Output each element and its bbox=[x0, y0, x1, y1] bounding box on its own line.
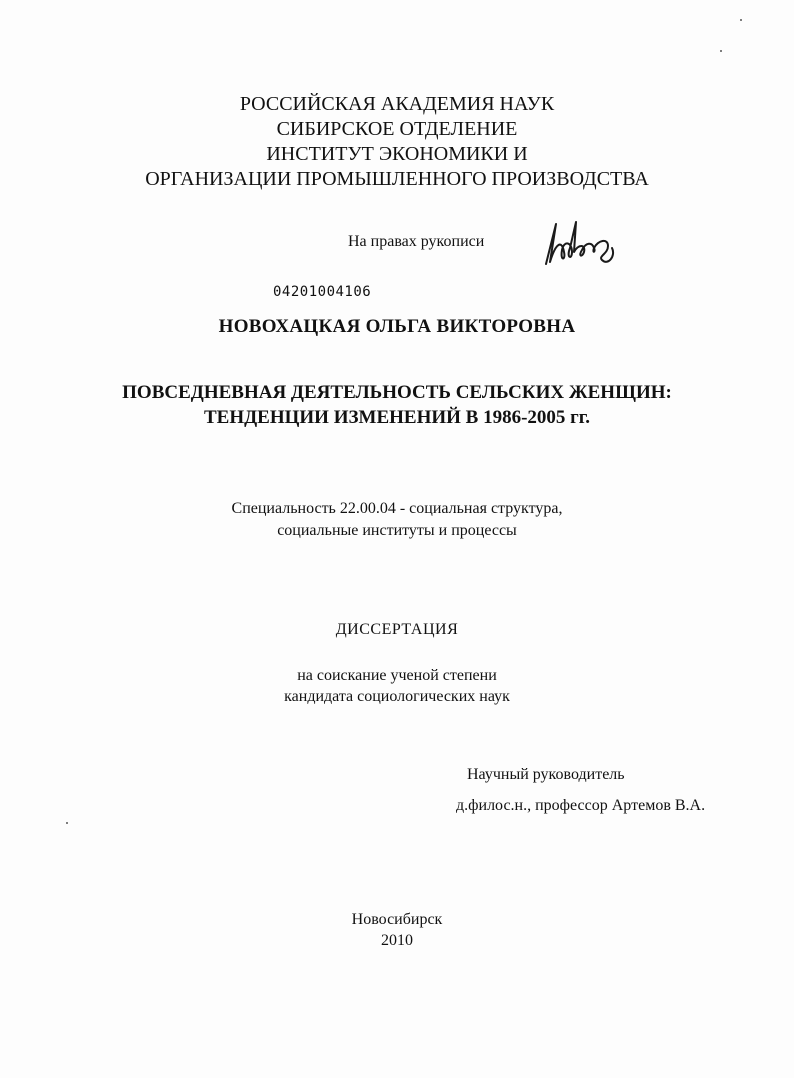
supervisor-label: Научный руководитель bbox=[467, 766, 625, 783]
organization-line: ИНСТИТУТ ЭКОНОМИКИ И bbox=[266, 143, 528, 165]
speciality-line: Специальность 22.00.04 - социальная структура, bbox=[231, 500, 563, 517]
speciality-line: социальные институты и процессы bbox=[277, 522, 517, 539]
document-type: ДИССЕРТАЦИЯ bbox=[335, 621, 459, 638]
organization-line: РОССИЙСКАЯ АКАДЕМИЯ НАУК bbox=[239, 93, 555, 115]
organization-line: СИБИРСКОЕ ОТДЕЛЕНИЕ bbox=[276, 118, 518, 140]
degree-line: на соискание ученой степени bbox=[297, 667, 497, 684]
scan-speck bbox=[740, 19, 742, 21]
degree-statement bbox=[0, 665, 794, 707]
title-line: ПОВСЕДНЕВНАЯ ДЕЯТЕЛЬНОСТЬ СЕЛЬСКИХ ЖЕНЩИН: bbox=[122, 382, 672, 403]
supervisor-name: д.филос.н., профессор Артемов В.А. bbox=[456, 797, 706, 814]
scan-speck bbox=[66, 822, 68, 824]
place-and-year bbox=[0, 909, 794, 951]
registration-code: 04201004106 bbox=[273, 284, 372, 300]
speciality bbox=[0, 498, 794, 542]
organization-header bbox=[0, 92, 794, 192]
degree-line: кандидата социологических наук bbox=[284, 688, 510, 705]
organization-line: ОРГАНИЗАЦИИ ПРОМЫШЛЕННОГО ПРОИЗВОДСТВА bbox=[145, 168, 649, 190]
scan-speck bbox=[720, 50, 722, 52]
year: 2010 bbox=[381, 932, 413, 949]
manuscript-note: На правах рукописи bbox=[348, 233, 485, 250]
handwritten-signature-icon bbox=[536, 212, 626, 272]
title-line: ТЕНДЕНЦИИ ИЗМЕНЕНИЙ В 1986-2005 гг. bbox=[203, 407, 591, 428]
dissertation-title bbox=[0, 380, 794, 430]
author-name: НОВОХАЦКАЯ ОЛЬГА ВИКТОРОВНА bbox=[218, 316, 576, 337]
city: Новосибирск bbox=[351, 911, 443, 928]
